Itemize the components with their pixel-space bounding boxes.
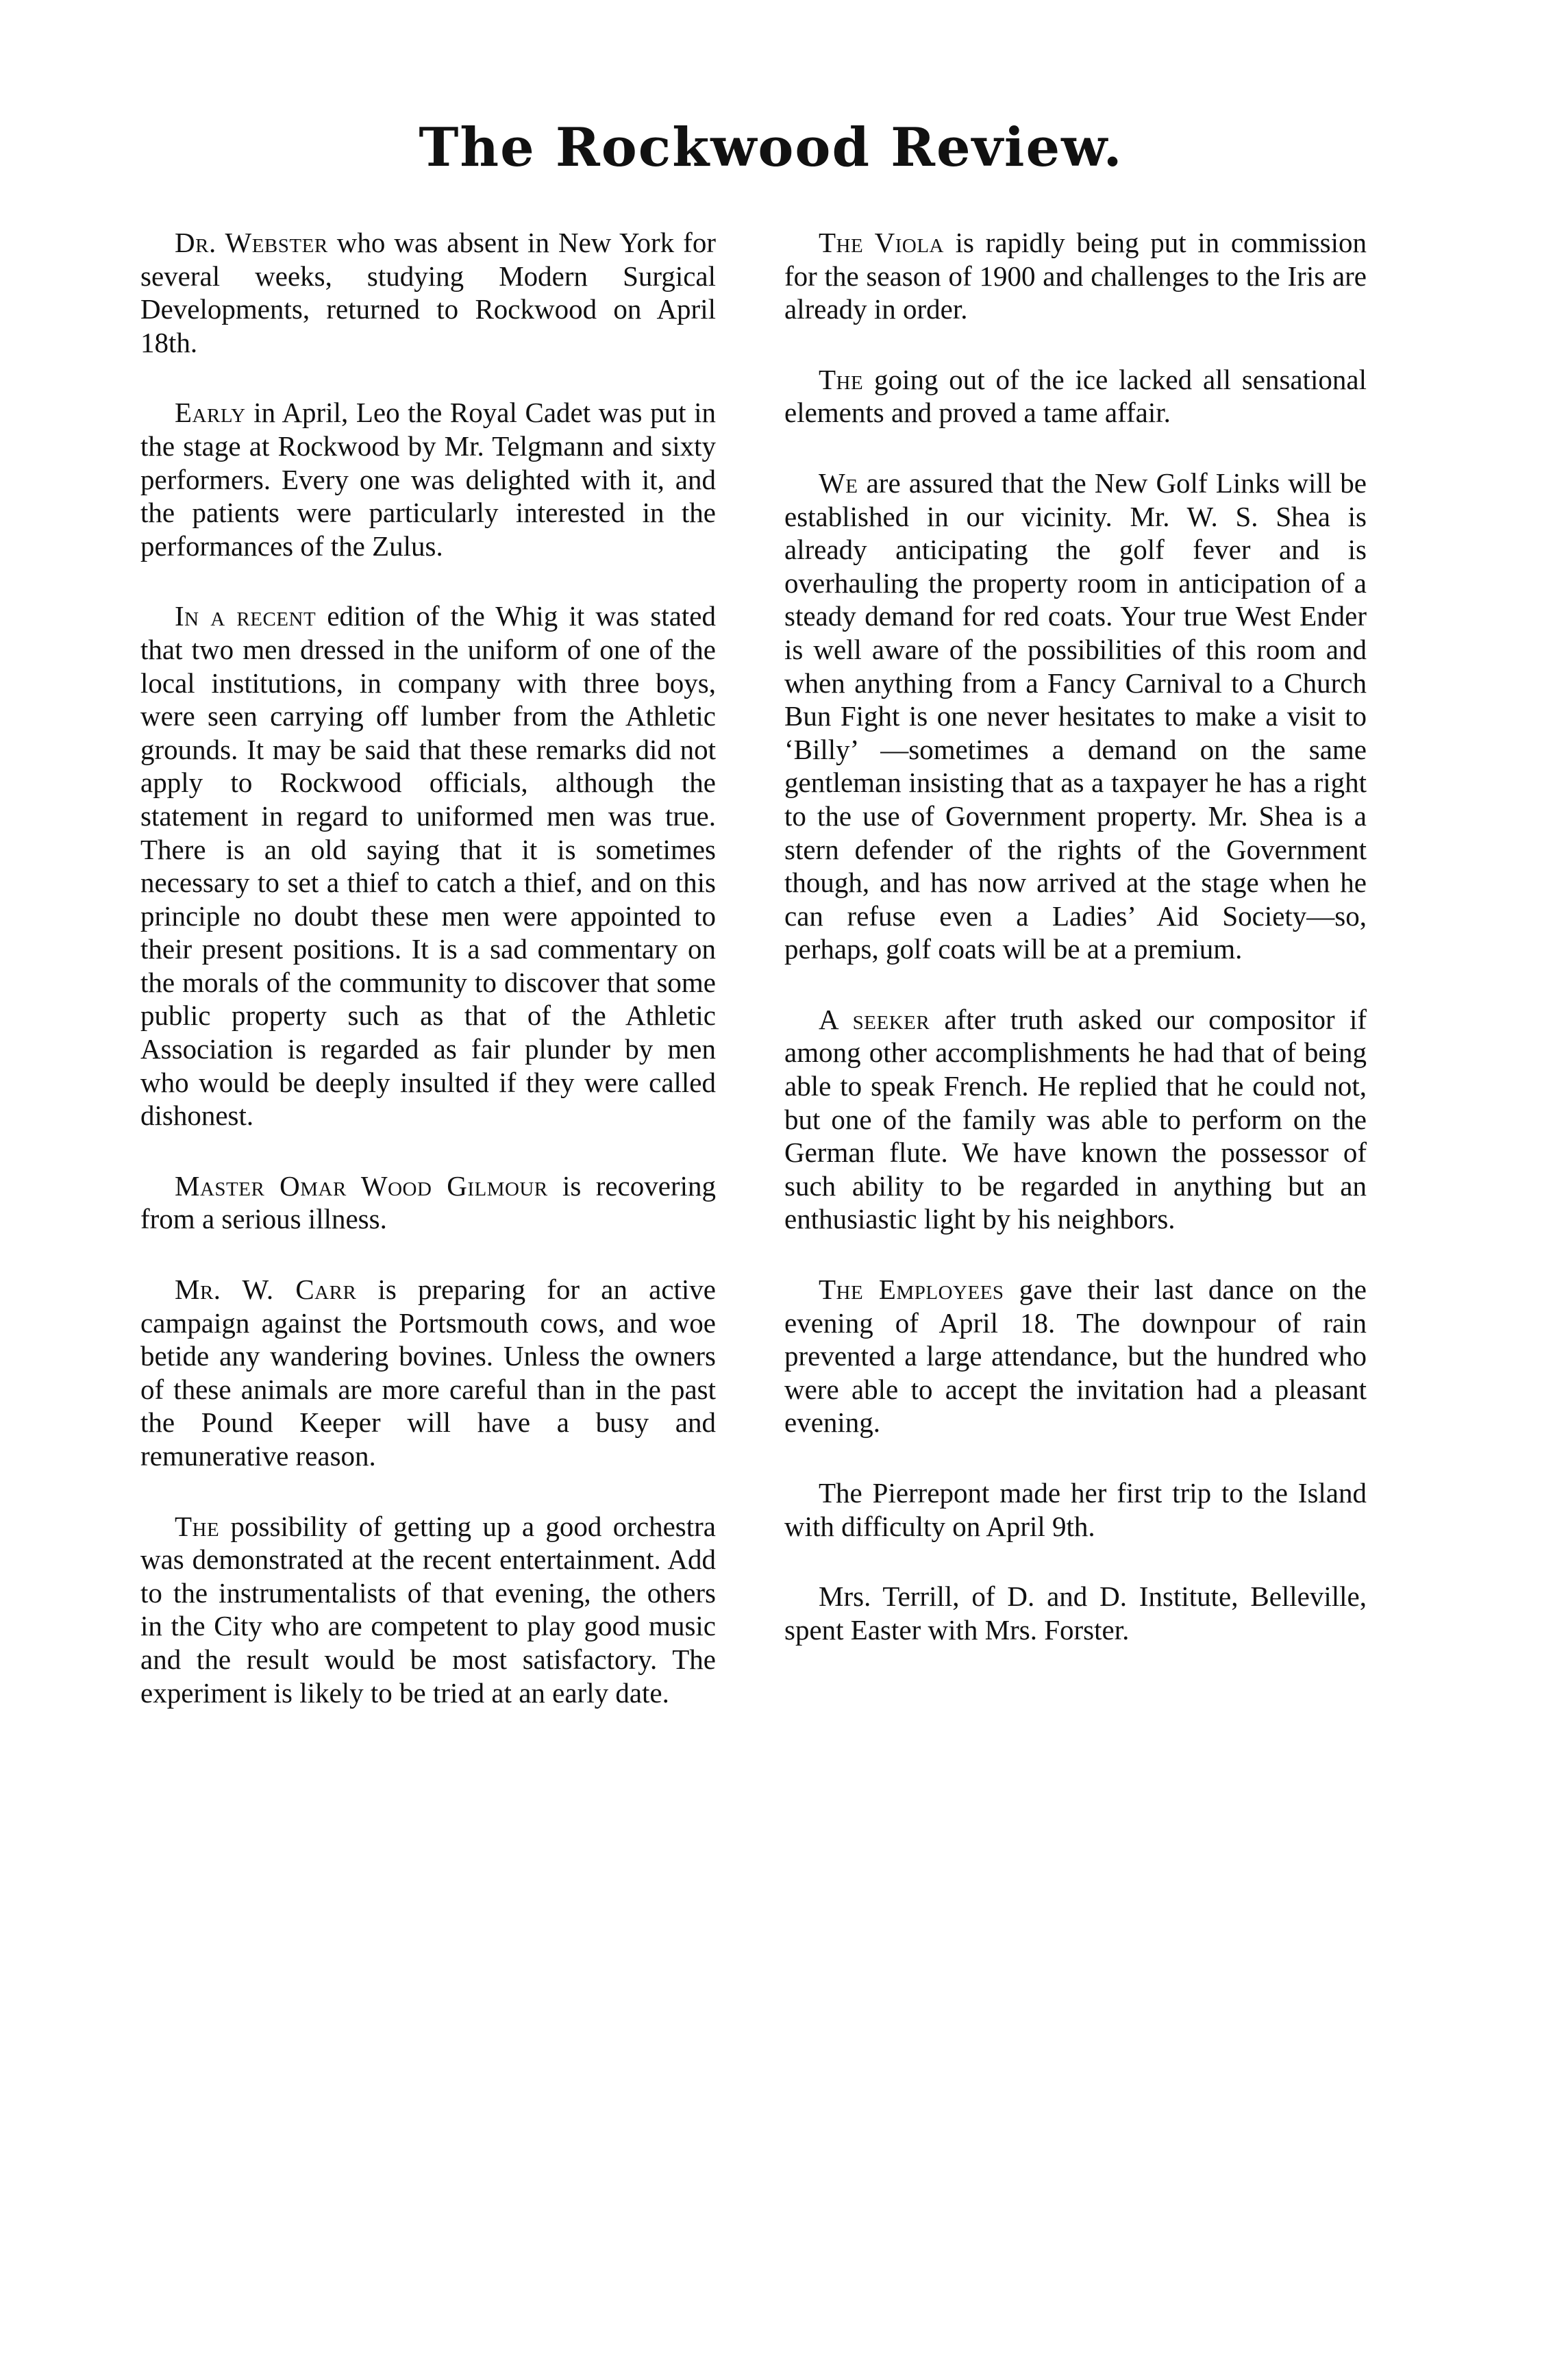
right-column <box>784 226 1367 1683</box>
news-item <box>784 1476 1367 1543</box>
item-text: The Pierrepont made her first trip to the Island with difficulty on April 9th. <box>784 1477 1367 1542</box>
news-item <box>784 467 1367 966</box>
item-lead: The <box>175 1510 220 1542</box>
item-text: gave their last dance on the evening of April 18. The downpour of rain prevented a large attendance, but the hundred who were able to accept the invitation had a pleasant evening. <box>784 1274 1367 1439</box>
item-text: who was absent in New York for several weeks, studying Modern Surgical Developments, returned to Rockwood on April 18th. <box>140 227 716 358</box>
item-text: Mrs. Terrill, of D. and D. Institute, Belleville, spent Easter with Mrs. Forster. <box>784 1581 1367 1646</box>
news-item <box>784 1580 1367 1646</box>
news-item <box>784 226 1367 326</box>
news-item <box>140 1510 716 1710</box>
item-text: is preparing for an active campaign against the Portsmouth cows, and woe betide any wandering bovines. Unless the owners of these animals are more careful than in the past the Pound Keeper will have a busy and remunerative reason. <box>140 1274 716 1472</box>
left-column <box>140 226 716 1746</box>
news-item <box>784 363 1367 430</box>
item-lead: The Viola <box>819 227 944 258</box>
news-item <box>784 1003 1367 1236</box>
item-lead: We <box>819 467 858 499</box>
item-lead: Mr. W. Carr <box>175 1274 357 1306</box>
news-item <box>140 599 716 1132</box>
item-text: possibility of getting up a good orchestra was demonstrated at the recent entertainment. Add to the instrumentalists of that evening, the others in the City who are competent to play good music and the result would be most satisfactory. The experiment is likely to be tried at an early date. <box>140 1510 716 1709</box>
item-text: after truth asked our compositor if among other accomplishments he had that of being able to speak French. He replied that he could not, but one of the family was able to perform on the German flute. We have known the possessor of such ability to be regarded in anything but an enthusiastic light by his neighbors. <box>784 1003 1367 1235</box>
item-lead: The Employees <box>819 1274 1004 1306</box>
item-text: is rapidly being put in commission for the season of 1900 and challenges to the Iris are already in order. <box>784 227 1367 325</box>
item-lead: Dr. Webster <box>175 227 328 258</box>
item-text: in April, Leo the Royal Cadet was put in the stage at Rockwood by Mr. Telgmann and sixty performers. Every one was delighted with it, and the patients were particularly interested in the performances of the Zulus. <box>140 397 716 562</box>
item-text: are assured that the New Golf Links will be established in our vicinity. Mr. W. S. Shea is already anticipating the golf fever and is overhauling the property room in anticipation of a steady demand for red coats. Your true West Ender is well aware of the possibilities of this room and when anything from a Fancy Carnival to a Church Bun Fight is one never hesitates to make a visit to ‘Billy’ —sometimes a demand on the same gentleman insisting that as a taxpayer he has a right to the use of Government property. Mr. Shea is a stern defender of the rights of the Government though, and has now arrived at the stage when he can refuse even a Ladies’ Aid Society—so, perhaps, golf coats will be at a premium. <box>784 467 1367 965</box>
item-text: going out of the ice lacked all sensational elements and proved a tame affair. <box>784 363 1367 429</box>
item-text: edition of the Whig it was stated that two men dressed in the uniform of one of the local institutions, in company with three boys, were seen carrying off lumber from the Athletic grounds. It may be said that these remarks did not apply to Rockwood officials, although the statement in regard to uniformed men was true. There is an old saying that it is sometimes necessary to set a thief to catch a thief, and on this principle no doubt these men were appointed to their present positions. It is a sad commentary on the morals of the community to discover that some public property such as that of the Athletic Association is regarded as fair plunder by men who would be deeply insulted if they were called dishonest. <box>140 600 716 1132</box>
news-item <box>784 1273 1367 1439</box>
item-lead: A seeker <box>819 1003 930 1035</box>
item-lead: Master Omar Wood Gilmour <box>175 1169 548 1202</box>
masthead: The Rockwood Review. <box>419 116 1123 179</box>
item-lead: Early <box>175 397 246 429</box>
item-text: is recovering from a serious illness. <box>140 1169 716 1235</box>
news-item <box>140 1169 716 1236</box>
news-item <box>140 226 716 359</box>
item-lead: In a recent <box>175 600 316 632</box>
news-item <box>140 396 716 562</box>
news-item <box>140 1273 716 1473</box>
item-lead: The <box>819 363 864 395</box>
